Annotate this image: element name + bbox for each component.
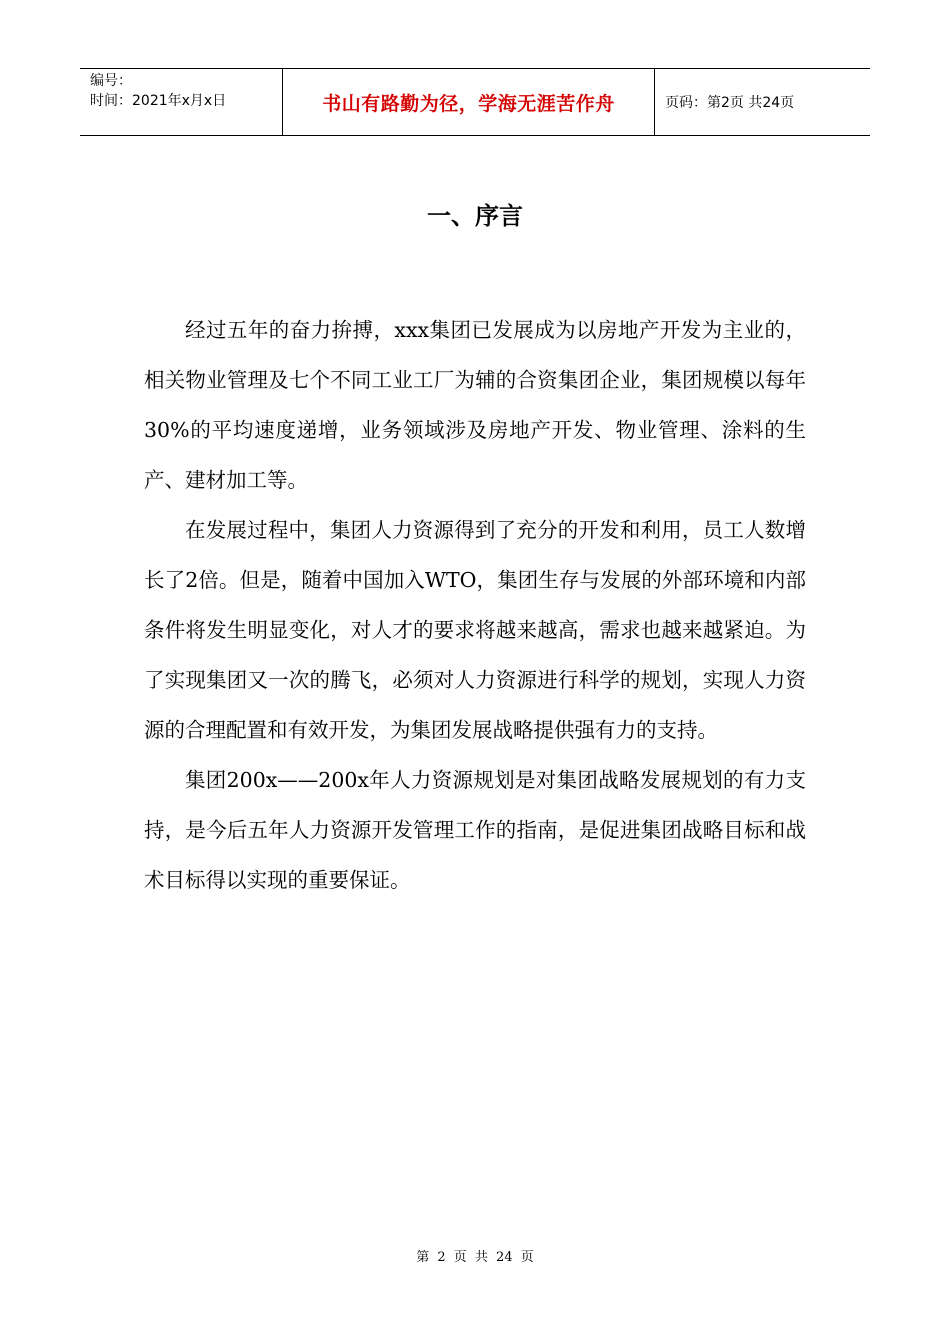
paragraph: 经过五年的奋力拚搏，xxx集团已发展成为以房地产开发为主业的，相关物业管理及七个不同工业工厂为辅的合资集团企业，集团规模以每年30%的平均速度递增，业务领域涉及房地产开发、物业管理、涂料的生产、建材加工等。 bbox=[144, 318, 806, 492]
page-footer: 第 2 页 共 24 页 bbox=[416, 1250, 534, 1265]
paragraph: 集团200x——200x年人力资源规划是对集团战略发展规划的有力支持，是今后五年人力资源开发管理工作的指南，是促进集团战略目标和战术目标得以实现的重要保证。 bbox=[144, 768, 806, 892]
header-page-info-cell bbox=[655, 69, 870, 135]
header-page-info: 页码：第2页 共24页 bbox=[665, 95, 795, 111]
body-text bbox=[144, 305, 806, 905]
page-header bbox=[80, 68, 870, 136]
header-number: 编号： bbox=[90, 73, 132, 89]
header-slogan: 书山有路勤为径，学海无涯苦作舟 bbox=[322, 92, 615, 115]
paragraph: 在发展过程中，集团人力资源得到了充分的开发和利用，员工人数增长了2倍。但是，随着中国加入WTO，集团生存与发展的外部环境和内部条件将发生明显变化，对人才的要求将越来越高，需求也越来越紧迫。为了实现集团又一次的腾飞，必须对人力资源进行科学的规划，实现人力资源的合理配置和有效开发，为集团发展战略提供强有力的支持。 bbox=[144, 518, 806, 742]
header-meta bbox=[80, 69, 282, 135]
section-title: 一、序言 bbox=[427, 202, 523, 230]
header-time: 时间：2021年x月x日 bbox=[90, 93, 227, 109]
header-slogan-cell bbox=[282, 69, 655, 135]
